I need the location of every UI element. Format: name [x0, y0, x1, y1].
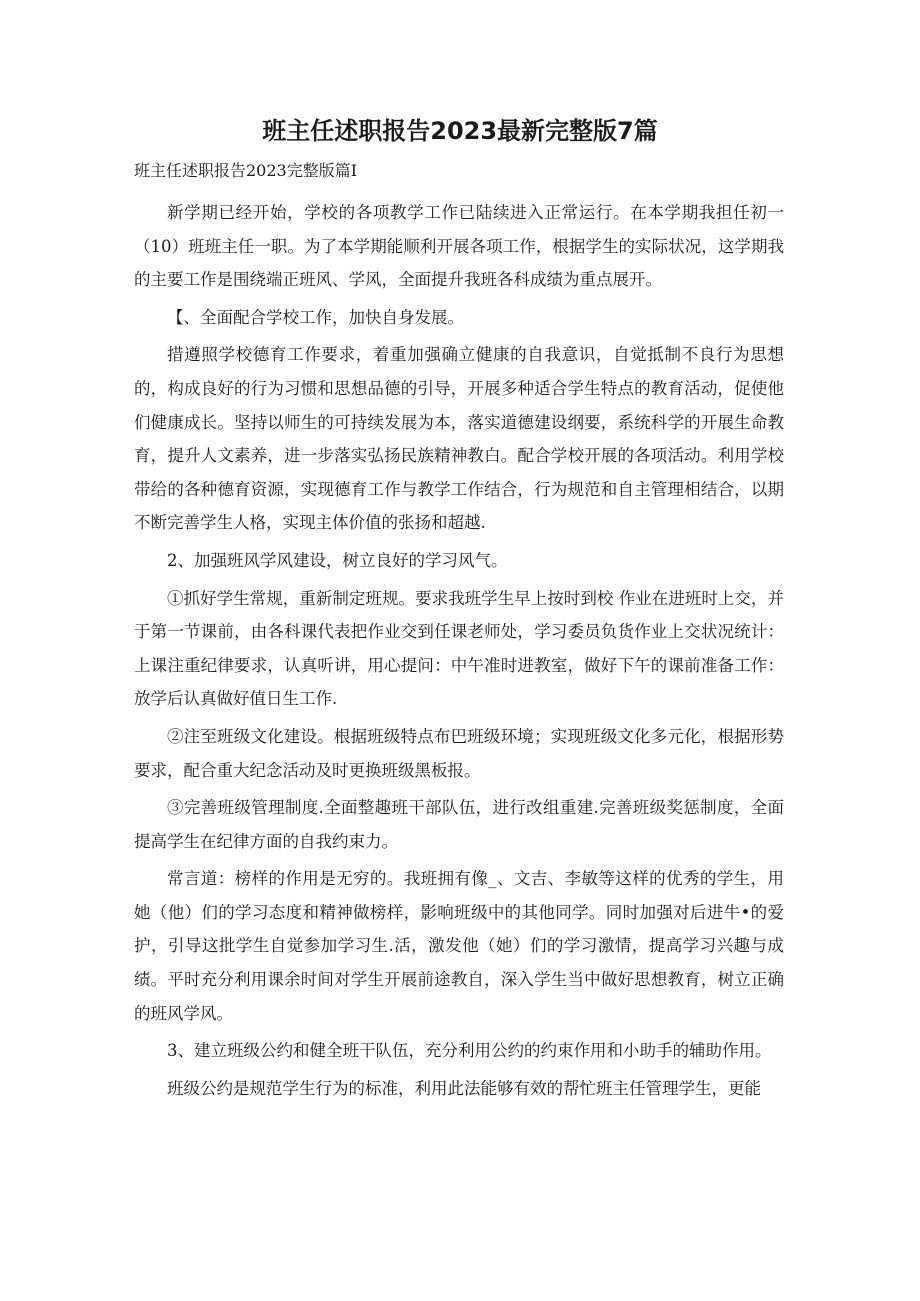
document-title: 班主任述职报告2023最新完整版7篇 [262, 117, 658, 145]
paragraph-item-3: ③完善班级管理制度.全面整趣班干部队伍，进行改组重建.完善班级奖惩制度，全面提高学生在纪律方面的自我约束力。 [134, 798, 784, 851]
section-heading-3: 3、建立班级公约和健全班干队伍，充分利用公约的约束作用和小助手的辅助作用。 [167, 1041, 772, 1061]
document-subtitle: 班主任述职报告2023完整版篇I [134, 161, 358, 180]
paragraph-moral-education: 措遵照学校德育工作要求，着重加强确立健康的自我意识，自觉抵制不良行为思想的，构成良好的行为习惯和思想品德的引导，开展多种适合学生特点的教育活动，促使他们健康成长。坚持以师生的可持续发展为本，落实道德建设纲要，系统科学的开展生命教育，提升人文素养，进一步落实弘扬民族精神教白。配合学校开展的各项活动。利用学校带给的各种德育资源，实现德育工作与教学工作结合，行为规范和自主管理相结合，以期不断完善学生人格，实现主体价值的张扬和超越. [134, 345, 784, 533]
paragraph-intro: 新学期已经开始，学校的各项教学工作已陆续进入正常运行。在本学期我担任初一（10）班班主任一职。为了本学期能顺利开展各项工作，根据学生的实际状况，这学期我的主要工作是围绕端正班风、学风，全面提升我班各科成绩为重点展开。 [134, 203, 784, 290]
section-heading-2: 2、加强班风学风建设，树立良好的学习风气。 [167, 550, 508, 570]
paragraph-role-models: 常言道：榜样的作用是无穷的。我班拥有像_、文吉、李敏等这样的优秀的学生，用她（他）们的学习态度和精神做榜样，影响班级中的其他同学。同时加强对后进牛•的爱护，引导这批学生自觉参加学习生.活，激发他（她）们的学习激情，提高学习兴趣与成绩。平时充分利用课余时间对学生开展前途教自，深入学生当中做好思想教育，树立正确的班风学风。 [134, 869, 784, 1023]
paragraph-item-2: ②注至班级文化建设。根据班级特点布巴班级环境；实现班级文化多元化，根据形势要求，配合重大纪念活动及时更换班级黑板报。 [134, 726, 784, 780]
section-heading-1: 【、全面配合学校工作，加快自身发展。 [167, 307, 464, 327]
paragraph-item-1: ①抓好学生常规，重新制定班规。要求我班学生早上按时到校 作业在进班时上交，并于第一节课前，由各科课代表把作业交到任课老师处，学习委员负货作业上交状况统计：上课注重纪律要求，认真听讲，用心提问：中午准时进教室，做好下午的课前准备工作：放学后认真做好值日生工作. [134, 588, 784, 709]
paragraph-class-convention: 班级公约是规范学生行为的标准，利用此法能够有效的帮忙班主任管理学生，更能 [167, 1078, 761, 1098]
document-body [134, 196, 784, 1105]
